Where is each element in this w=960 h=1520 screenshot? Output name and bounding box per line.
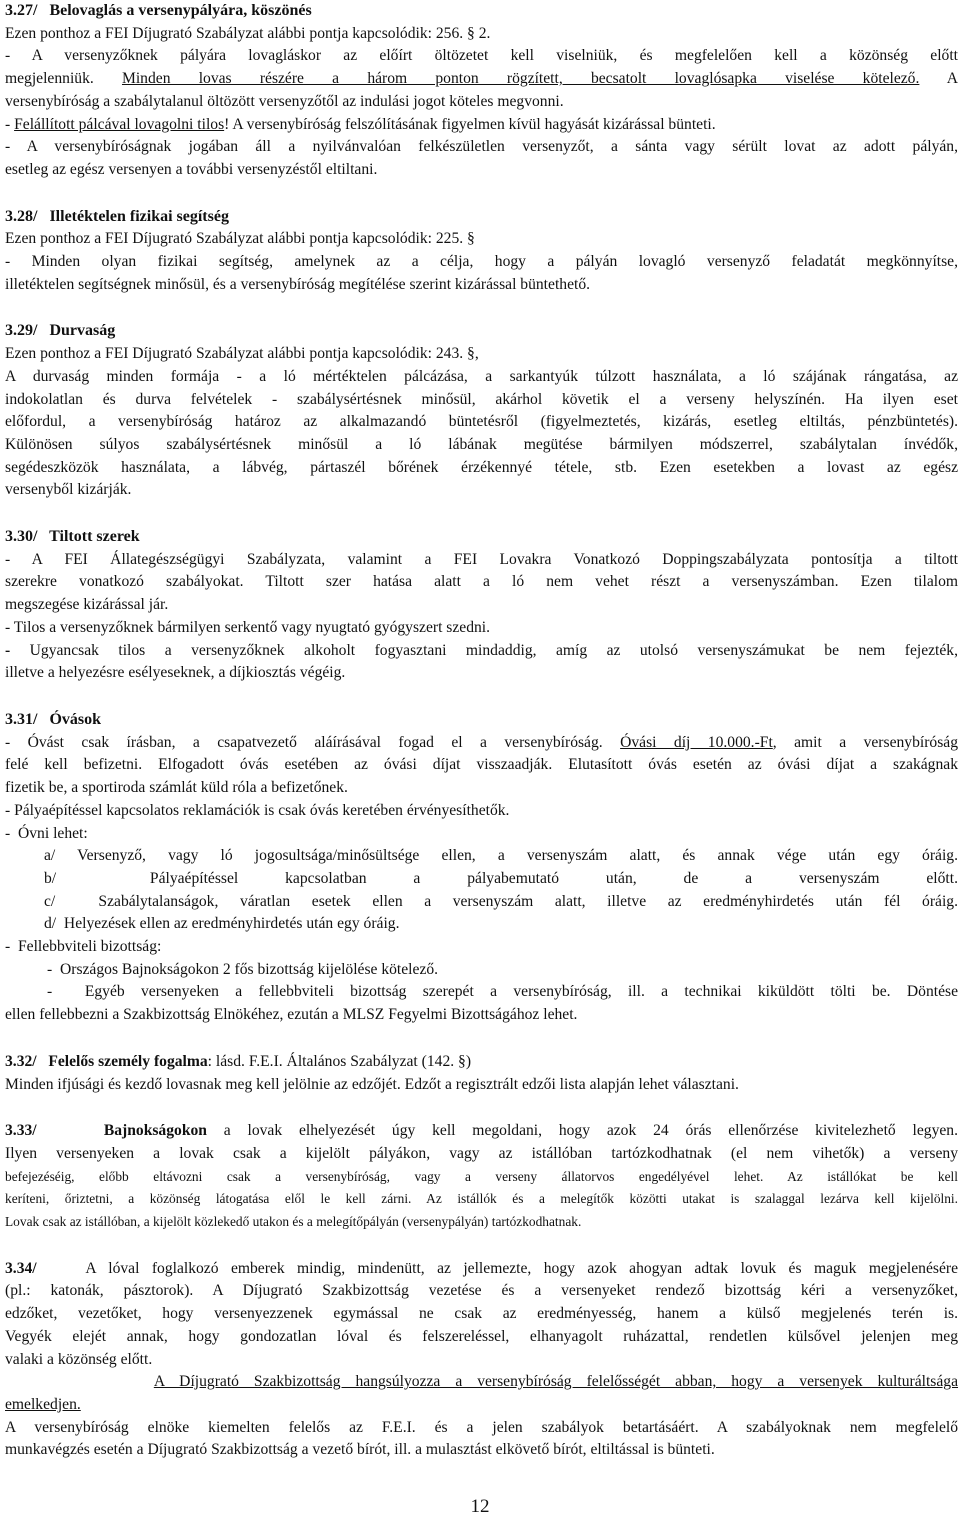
text-line — [5, 1349, 958, 1372]
text-run: munkavégzés esetén a Díjugrató Szakbizottság a vezető bírót, ill. a mulasztást elkövető bírót, eltiltással is bünteti. — [5, 1441, 715, 1459]
text-line — [5, 571, 958, 594]
text-run: A — [919, 70, 958, 88]
text-run: előfordul, a versenybíróság határoz az alkalmazandó büntetésről (figyelmeztetés, kizárás, esetleg eltiltás, pénzbüntetés). — [5, 413, 958, 431]
text-run: fizetik be, a sportiroda számlát küld róla a befizetőnek. — [5, 779, 348, 797]
text-line — [5, 1439, 958, 1462]
text-run: - A versenybíróságnak jogában áll a nyilvánvalóan felkészületlen versenyzőt, a sánta vagy sérült lovat az adott pályán, — [5, 138, 958, 156]
text-run — [5, 1373, 154, 1390]
text-line — [5, 594, 958, 617]
text-line — [5, 732, 958, 755]
text-line — [5, 549, 958, 572]
text-line — [5, 617, 958, 640]
text-line — [5, 136, 958, 159]
text-line — [5, 662, 958, 685]
text-line — [5, 1326, 958, 1349]
section-gap — [5, 182, 958, 206]
text-run: - Minden olyan fizikai segítség, amelynek az a célja, hogy a pályán lovagló versenyző feladatát megkönnyítse, — [5, 253, 958, 271]
text-line — [5, 936, 958, 959]
text-run: Ezen ponthoz a FEI Díjugrató Szabályzat alábbi pontja kapcsolódik: 243. §, — [5, 345, 479, 363]
text-run: segédeszközök használata, a lábvég, pártaszél bőrének érzékennyé tétele, stb. Ezen esetekben a lovast az egész — [5, 458, 958, 476]
text-run: a lovak elhelyezését úgy kell megoldani, hogy azok 24 órás ellenőrzése kivitelezhető legyen. — [206, 1122, 958, 1140]
text-line — [5, 959, 958, 982]
text-run: versenybíróság a szabálytalanul öltözött versenyzőtől az indulási jogot köteles megvonni. — [5, 92, 564, 110]
text-run: - A versenyzőknek pályára lovagláskor az előírt öltözetet kell viselniük, és megfelelően kell a közönség előtt — [5, 47, 958, 65]
text-line — [5, 1004, 958, 1027]
section — [5, 1051, 958, 1096]
text-line — [5, 1120, 958, 1143]
section — [5, 526, 958, 685]
text-run: , amit a versenybíróság — [772, 733, 958, 751]
text-line — [5, 274, 958, 297]
text-run: - — [5, 641, 11, 659]
text-line — [5, 800, 958, 823]
text-run: d/ Helyezések ellen az eredményhirdetés után egy óráig. — [44, 915, 400, 933]
text-run: - A FEI Állategészségügyi Szabályzata, valamint a FEI Lovakra Vonatkozó Doppingszabályzata pontosítja a tiltott — [5, 550, 958, 568]
text-line — [5, 868, 958, 891]
section-gap — [5, 296, 958, 320]
text-line — [5, 45, 958, 68]
text-line — [5, 479, 958, 502]
text-line — [5, 91, 958, 114]
text-line — [5, 754, 958, 777]
text-run: ! A versenybíróság felszólításának figyelmen kívül hagyását kizárással bünteti. — [224, 115, 716, 133]
text-run: 3.34/ — [5, 1259, 37, 1277]
text-run: A versenybíróság elnöke kiemelten felelős az F.E.I. és a jelen szabályok betartásáért. A szabályoknak nem megfelelő — [5, 1418, 958, 1436]
section-heading: 3.29/ Durvaság — [5, 322, 116, 340]
text-line — [5, 981, 958, 1004]
text-run: esetleg az egész versenyen a további versenyzéstől eltiltani. — [5, 160, 378, 178]
text-run: Vegyék elejét annak, hogy gondozatlan lóval és felszereléssel, elhanyagolt ruházattal, rendetlen külsővel jelenjen meg — [5, 1327, 958, 1345]
document-body — [5, 0, 958, 1462]
text-line — [5, 457, 958, 480]
text-run: - Fellebbviteli bizottság: — [5, 938, 162, 956]
text-line — [5, 251, 958, 274]
text-run: felé kell befizetni. Elfogadott óvás esetében az óvási díjat visszaadják. Elutasított óvás esetén az óvási díjat a szakágnak — [5, 756, 958, 774]
underlined-text: Felállított pálcával lovagolni tilos — [14, 115, 225, 133]
text-line — [5, 1394, 958, 1417]
text-run: (pl.: katonák, pásztorok). A Díjugrató Szakbizottság vezetése és a versenyeket rendező bizottság kéri a versenyzőket, — [5, 1282, 958, 1300]
text-run: c/ Szabálytalanságok, váratlan esetek ellen a versenyszám alatt, illetve az eredményhirdetés után fél óráig. — [44, 892, 958, 910]
text-line — [5, 411, 958, 434]
section-heading: 3.30/ Tiltott szerek — [5, 528, 140, 546]
text-run: illetve a helyezésre esélyeseknek, a díjkiosztás végéig. — [5, 664, 346, 682]
underlined-text: A Díjugrató Szakbizottság hangsúlyozza a versenybíróság felelősségét abban, hogy a versenyek kulturáltsága — [153, 1373, 959, 1391]
text-line — [5, 114, 958, 137]
text-line — [5, 1188, 958, 1211]
text-run: - Óvást csak írásban, a csapatvezető aláírásával fogad el a versenybíróság. — [5, 733, 621, 751]
text-line — [5, 1051, 958, 1074]
text-line — [5, 1280, 958, 1303]
section-heading: 3.31/ Óvások — [5, 710, 102, 728]
text-run: Lovak csak az istállóban, a kijelölt közlekedő utakon és a melegítőpályán (versenypályán) tartózkodhatnak. — [5, 1214, 582, 1230]
text-line — [5, 228, 958, 251]
text-run: 3.32/ Felelős személy fogalma — [5, 1052, 208, 1070]
text-line — [5, 1074, 958, 1097]
text-run: Ezen ponthoz a FEI Díjugrató Szabályzat alábbi pontja kapcsolódik: 256. § 2. — [5, 24, 491, 42]
section — [5, 206, 958, 297]
text-run: illetéktelen segítségnek minősül, és a versenybíróság megítélése szerint kizárással büntethető. — [5, 275, 591, 293]
text-line — [5, 343, 958, 366]
section — [5, 320, 958, 502]
text-run: Az istállókat be kell — [787, 1168, 958, 1184]
section-heading: 3.28/ Illetéktelen fizikai segítség — [5, 207, 229, 225]
underlined-text: emelkedjen. — [5, 1395, 81, 1413]
text-run: edzőket, vezetőket, hogy versenyezzenek egymással ne csak az eredményesség, hanem a külső megjelenés terén is. — [5, 1305, 958, 1323]
text-line — [5, 1166, 958, 1189]
text-run: - Óvni lehet: — [5, 824, 88, 842]
text-run: versenyből kizárják. — [5, 481, 132, 499]
text-line — [5, 68, 958, 91]
section — [5, 709, 958, 1027]
text-line — [5, 1258, 958, 1281]
text-run: Különösen súlyos szabálysértésnek minősül a ló lábának megütése bármilyen módszerrel, szabálytalan ínvédők, — [5, 435, 958, 453]
text-line — [5, 159, 958, 182]
underlined-text: Óvási díj 10.000.-Ft — [620, 733, 773, 751]
text-line — [5, 1371, 958, 1394]
text-run: - Pályaépítéssel kapcsolatos reklamációk is csak óvás keretében érvényesíthetők. — [5, 801, 510, 819]
text-run: keríteni, őriztetni, a közönség látogatása elől le kell zárni. Az istállók és a melegítők közötti utakat is szalaggal lezárva kell kijelölni. — [5, 1191, 958, 1207]
text-line — [5, 1211, 958, 1234]
text-line — [5, 1143, 958, 1166]
text-run: Minden ifjúsági és kezdő lovasnak meg kell jelölnie az edzőjét. Edzőt a regisztrált edzői lista alapján lehet választani. — [5, 1075, 739, 1093]
text-run: A durvaság minden formája - a ló mértéktelen pálcázása, a sarkantyúk túlzott használata, a ló szájának rángatása, az — [5, 367, 958, 385]
text-run: befejezéséig, előbb eltávozni csak a versenybíróság, vagy a verseny állatorvos engedélyével lehet. — [5, 1168, 788, 1184]
text-line — [5, 1417, 958, 1440]
text-line — [5, 434, 958, 457]
text-line — [5, 366, 958, 389]
text-run: Ugyancsak tilos a versenyzőknek alkoholt fogyasztani mindaddig, amíg az utolsó versenyszámukat be nem fejezték, — [10, 641, 958, 659]
text-run: szerekre vonatkozó szabályokat. Tiltott szer hatása alatt a ló nem vehet részt a versenyszámban. Ezen tilalom — [5, 573, 958, 591]
text-run: Ezen ponthoz a FEI Díjugrató Szabályzat alábbi pontja kapcsolódik: 225. § — [5, 230, 475, 248]
text-run: b/ Pályaépítéssel kapcsolatban a pályabemutató után, de a versenyszám előtt. — [44, 869, 958, 887]
section-gap — [5, 685, 958, 709]
text-run: A lóval foglalkozó emberek mindig, mindenütt, az jellemezte, hogy azok ahogyan adtak lovuk és maguk megjelenésére — [36, 1259, 958, 1277]
text-line — [5, 23, 958, 46]
text-run: valaki a közönség előtt. — [5, 1350, 153, 1368]
section — [5, 1120, 958, 1234]
section — [5, 1258, 958, 1462]
section-gap — [5, 1027, 958, 1051]
section-gap — [5, 1096, 958, 1120]
text-run: a/ Versenyző, vagy ló jogosultsága/minősültsége ellen, a versenyszám alatt, és annak vége után egy óráig. — [44, 847, 958, 865]
section-gap — [5, 1234, 958, 1258]
text-run: indokolatlan és durva felvételek - szabálysértésnek minősül, akárhol követik el a verseny helyszínén. Ha ilyen eset — [5, 390, 958, 408]
text-run: megszegése kizárással jár. — [5, 596, 169, 614]
text-line — [5, 891, 958, 914]
page-number: 12 — [470, 1496, 490, 1517]
text-run: - — [5, 115, 15, 133]
text-line — [5, 389, 958, 412]
text-run: megjelenniük. — [5, 70, 122, 88]
section-heading: 3.27/ Belovaglás a versenypályára, köszönés — [5, 2, 312, 19]
text-line — [5, 777, 958, 800]
text-line — [5, 1303, 958, 1326]
text-run: - Egyéb versenyeken a fellebbviteli bizottság szerepét a versenybíróság, ill. a technikai kiküldött tölti be. Döntése — [47, 983, 958, 1001]
text-run: - Tilos a versenyzőknek bármilyen serkentő vagy nyugtató gyógyszert szedni. — [5, 618, 491, 636]
text-line — [5, 823, 958, 846]
text-run: ellen fellebbezni a Szakbizottság Elnökéhez, ezután a MLSZ Fegyelmi Bizottságához lehet. — [5, 1006, 578, 1024]
text-line — [5, 913, 958, 936]
section-gap — [5, 502, 958, 526]
text-line — [5, 640, 958, 663]
underlined-text: Minden lovas részére a három ponton rögzített, becsatolt lovaglósapka viselése kötelező. — [121, 70, 920, 88]
text-line — [5, 845, 958, 868]
text-run: 3.33/ Bajnokságokon — [5, 1122, 207, 1140]
text-run: Ilyen versenyeken a lovak csak a kijelölt pályákon, vagy az istállóban tartózkodhatnak (el nem vihetők) a verseny — [5, 1144, 958, 1162]
text-run: - Országos Bajnokságokon 2 fős bizottság kijelölése kötelező. — [47, 960, 439, 978]
text-run: : lásd. F.E.I. Általános Szabályzat (142. §) — [207, 1052, 472, 1070]
section — [5, 0, 958, 182]
